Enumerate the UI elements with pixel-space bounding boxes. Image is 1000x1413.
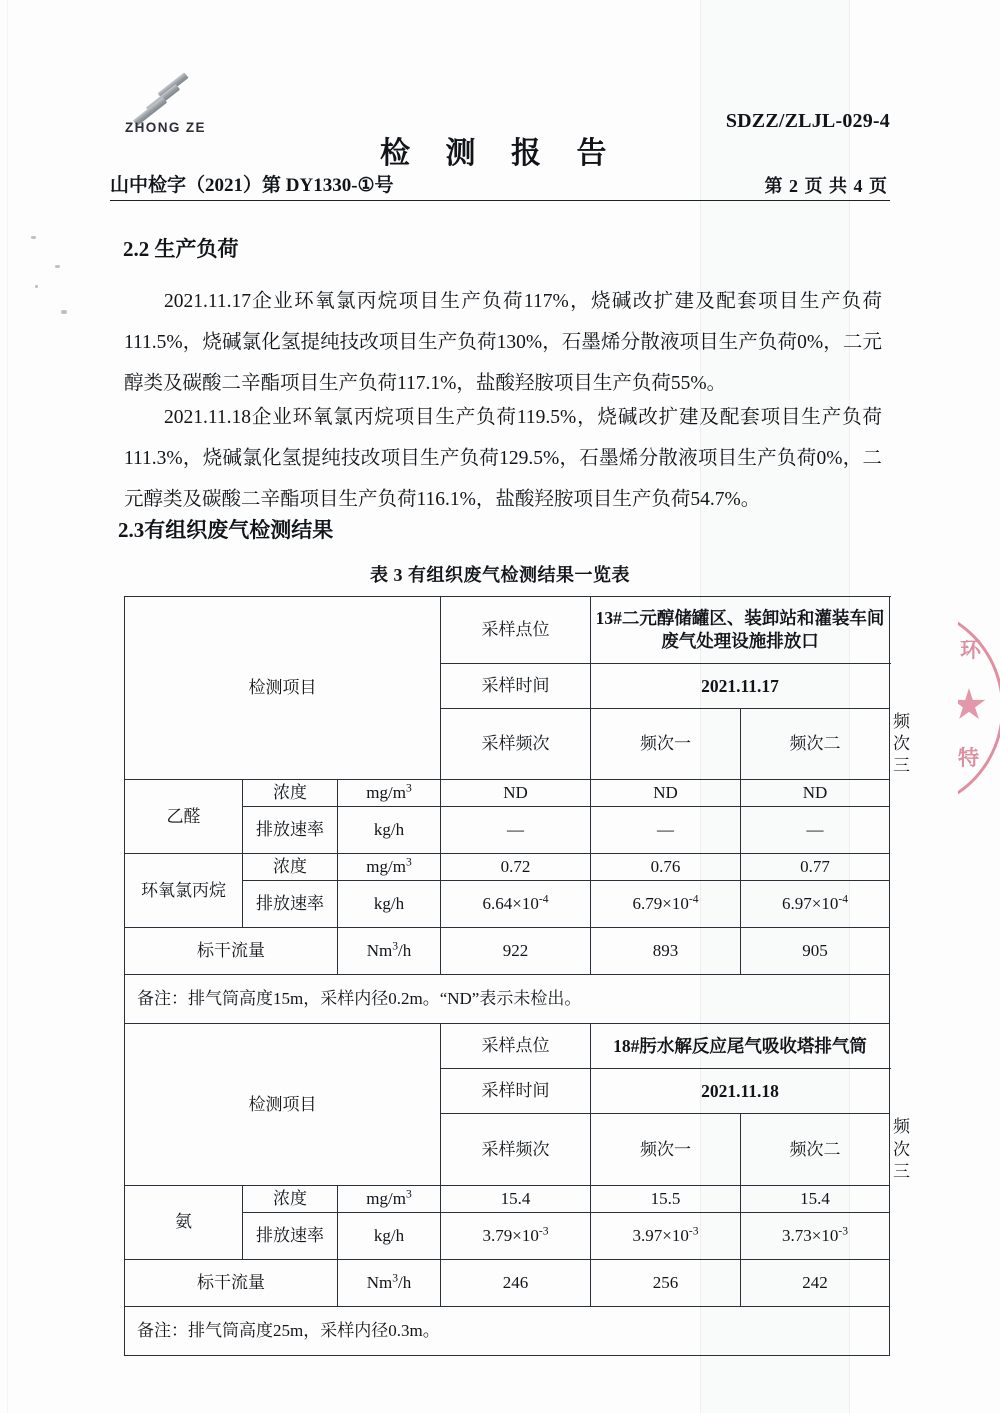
cell-sampling-point-value-2: 18#肟水解反应尾气吸收塔排气筒 — [591, 1024, 890, 1069]
cell-value: 0.77 — [741, 854, 890, 881]
cell-value: 0.76 — [591, 854, 741, 881]
cell-unit-mgm3: $mg/m^3$ — [338, 1185, 441, 1212]
report-number: 山中检字（2021）第 DY1330-①号 — [110, 175, 394, 196]
cell-sampling-point-label: 采样点位 — [441, 1024, 591, 1069]
cell-value: 0.72 — [441, 854, 591, 881]
cell-unit-kgh: kg/h — [338, 881, 441, 928]
cell-freq-1: 频次一 — [591, 1114, 741, 1185]
table-caption: 表 3 有组织废气检测结果一览表 — [370, 565, 630, 585]
table-row — [125, 1259, 890, 1306]
cell-analyte-ammonia: 氨 — [125, 1185, 243, 1259]
cell-note-1: 备注：排气筒高度15m，采样内径0.2m。“ND”表示未检出。 — [125, 975, 890, 1024]
red-seal-stamp — [958, 606, 1000, 806]
cell-value: $3.73\times 10^{-3}$ — [741, 1212, 890, 1259]
report-title: 检 测 报 告 — [380, 137, 621, 170]
cell-test-item-header: 检测项目 — [125, 1024, 441, 1185]
table-row — [125, 597, 890, 664]
cell-sampling-time-value-2: 2021.11.18 — [591, 1069, 890, 1114]
cell-analyte-epichlorohydrin: 环氧氯丙烷 — [125, 854, 243, 928]
cell-value: $6.79\times 10^{-4}$ — [591, 881, 741, 928]
cell-value: 242 — [741, 1259, 890, 1306]
table-row — [125, 1024, 890, 1069]
table-row — [125, 975, 890, 1024]
table-row — [125, 928, 890, 975]
header-divider — [110, 200, 890, 201]
table-row — [125, 1306, 890, 1355]
cell-metric-emission-rate: 排放速率 — [243, 807, 338, 854]
cell-metric-concentration: 浓度 — [243, 1185, 338, 1212]
paragraph-load-2021-11-17: 2021.11.17企业环氧氯丙烷项目生产负荷117%，烧碱改扩建及配套项目生产负荷111.5%，烧碱氯化氢提纯技改项目生产负荷130%，石墨烯分散液项目生产负荷0%，二元醇类及碳酸二辛酯项目生产负荷117.1%，盐酸羟胺项目生产负荷55%。 — [124, 291, 882, 394]
cell-sampling-freq-label: 采样频次 — [441, 1114, 591, 1185]
cell-unit-mgm3: $mg/m^3$ — [338, 780, 441, 807]
cell-value: $3.79\times 10^{-3}$ — [441, 1212, 591, 1259]
cell-unit-kgh: kg/h — [338, 807, 441, 854]
document-code: SDZZ/ZLJL-029-4 — [725, 110, 890, 132]
stamp-char-top: 环 — [960, 638, 981, 662]
cell-value: 893 — [591, 928, 741, 975]
cell-value: 246 — [441, 1259, 591, 1306]
cell-std-dry-flow-label: 标干流量 — [125, 928, 338, 975]
cell-value: 922 — [441, 928, 591, 975]
cell-metric-concentration: 浓度 — [243, 780, 338, 807]
table-row — [125, 780, 890, 807]
cell-freq-2: 频次二 — [741, 1114, 890, 1185]
cell-metric-concentration: 浓度 — [243, 854, 338, 881]
cell-unit-nm3h: Nm$^3$/h — [338, 928, 441, 975]
cell-std-dry-flow-label: 标干流量 — [125, 1259, 338, 1306]
cell-analyte-acetaldehyde: 乙醛 — [125, 780, 243, 854]
table-row — [125, 1185, 890, 1212]
cell-value: ND — [591, 780, 741, 807]
cell-sampling-point-value-1: 13#二元醇储罐区、装卸站和灌装车间废气处理设施排放口 — [591, 597, 890, 664]
cell-value: 15.5 — [591, 1185, 741, 1212]
cell-value: ND — [441, 780, 591, 807]
cell-value: 15.4 — [741, 1185, 890, 1212]
cell-value: — — [591, 807, 741, 854]
cell-freq-1: 频次一 — [591, 709, 741, 780]
cell-note-2: 备注：排气筒高度25m，采样内径0.3m。 — [125, 1306, 890, 1355]
page-number: 第 2 页 共 4 页 — [764, 176, 888, 196]
cell-value: $6.64\times 10^{-4}$ — [441, 881, 591, 928]
cell-value: — — [441, 807, 591, 854]
cell-value: 256 — [591, 1259, 741, 1306]
zhongze-logo — [120, 70, 216, 142]
cell-unit-kgh: kg/h — [338, 1212, 441, 1259]
cell-sampling-point-label: 采样点位 — [441, 597, 591, 664]
cell-sampling-time-value-1: 2021.11.17 — [591, 664, 890, 709]
cell-value: — — [741, 807, 890, 854]
cell-sampling-time-label: 采样时间 — [441, 664, 591, 709]
cell-test-item-header: 检测项目 — [125, 597, 441, 780]
paragraph-load-2021-11-18: 2021.11.18企业环氧氯丙烷项目生产负荷119.5%，烧碱改扩建及配套项目生产负荷111.3%，烧碱氯化氢提纯技改项目生产负荷129.5%，石墨烯分散液项目生产负荷0%，二元醇类及碳酸二辛酯项目生产负荷116.1%，盐酸羟胺项目生产负荷54.7%。 — [124, 407, 882, 510]
stamp-char-bottom: 特 — [958, 746, 979, 770]
cell-sampling-freq-label: 采样频次 — [441, 709, 591, 780]
cell-metric-emission-rate: 排放速率 — [243, 1212, 338, 1259]
section-heading-2-2: 2.2 生产负荷 — [123, 237, 239, 261]
organized-waste-gas-results-table — [124, 596, 890, 1356]
cell-freq-2: 频次二 — [741, 709, 890, 780]
cell-metric-emission-rate: 排放速率 — [243, 881, 338, 928]
cell-value: ND — [741, 780, 890, 807]
cell-unit-mgm3: $mg/m^3$ — [338, 854, 441, 881]
cell-unit-nm3h: Nm$^3$/h — [338, 1259, 441, 1306]
cell-value: $3.97\times 10^{-3}$ — [591, 1212, 741, 1259]
cell-value: 15.4 — [441, 1185, 591, 1212]
table-row — [125, 854, 890, 881]
cell-value: $6.97\times 10^{-4}$ — [741, 881, 890, 928]
section-heading-2-3: 2.3有组织废气检测结果 — [118, 518, 334, 542]
logo-wordmark: ZHONG ZE — [125, 120, 206, 135]
document-header — [110, 62, 890, 202]
cell-value: 905 — [741, 928, 890, 975]
cell-sampling-time-label: 采样时间 — [441, 1069, 591, 1114]
